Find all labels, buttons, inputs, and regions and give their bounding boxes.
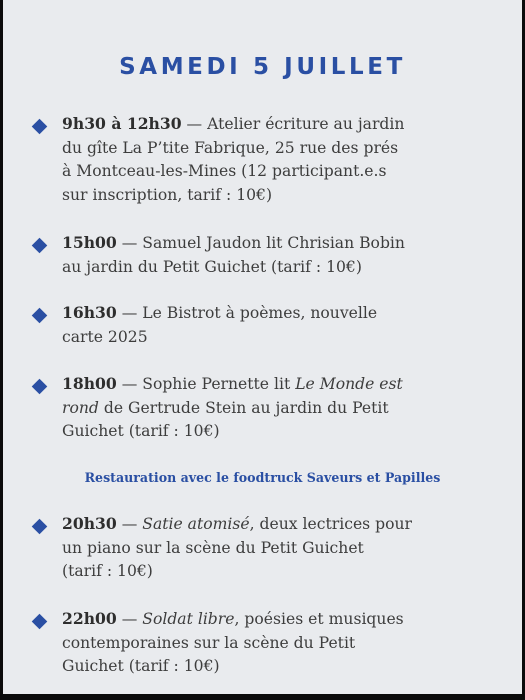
show-title: Satie atomisé <box>142 515 250 533</box>
day-title: SAMEDI 5 JUILLET <box>119 54 406 80</box>
event-time: 16h30 <box>62 303 117 322</box>
event-time: 22h00 <box>62 609 117 628</box>
event-time: 15h00 <box>62 233 117 252</box>
diamond-bullet-icon <box>32 379 48 395</box>
event-time: 9h30 à 12h30 <box>62 114 182 133</box>
event-time: 18h00 <box>62 374 117 393</box>
show-title: Soldat libre <box>142 610 235 628</box>
book-title: Le Monde est <box>295 375 403 393</box>
food-banner: Restauration avec le foodtruck Saveurs et Papilles <box>84 470 441 485</box>
diamond-bullet-icon <box>32 308 48 324</box>
book-title: rond <box>62 398 99 417</box>
event-text: 9h30 à 12h30 — Atelier écriture au jardin du gîte La P’tite Fabrique, 25 rue des prés à Montceau-les-Mines (12 participant.e.s sur inscription, tarif : 10€) <box>62 114 405 204</box>
diamond-bullet-icon <box>32 119 48 135</box>
event-text: 22h00 — Soldat libre, poésies et musiques contemporaines sur la scène du Petit Guichet (tarif : 10€) <box>62 609 404 675</box>
event-text: 16h30 — Le Bistrot à poèmes, nouvelle carte 2025 <box>62 303 378 346</box>
diamond-bullet-icon <box>32 614 48 630</box>
program-card <box>3 0 522 694</box>
diamond-bullet-icon <box>32 519 48 535</box>
event-text: 18h00 — Sophie Pernette lit Le Monde est rond de Gertrude Stein au jardin du Petit Guichet (tarif : 10€) <box>62 374 403 440</box>
event-time: 20h30 <box>62 514 117 533</box>
diamond-bullet-icon <box>32 238 48 254</box>
event-text: 15h00 — Samuel Jaudon lit Chrisian Bobin au jardin du Petit Guichet (tarif : 10€) <box>62 233 405 276</box>
event-text: 20h30 — Satie atomisé, deux lectrices pour un piano sur la scène du Petit Guichet (tarif : 10€) <box>62 514 413 580</box>
